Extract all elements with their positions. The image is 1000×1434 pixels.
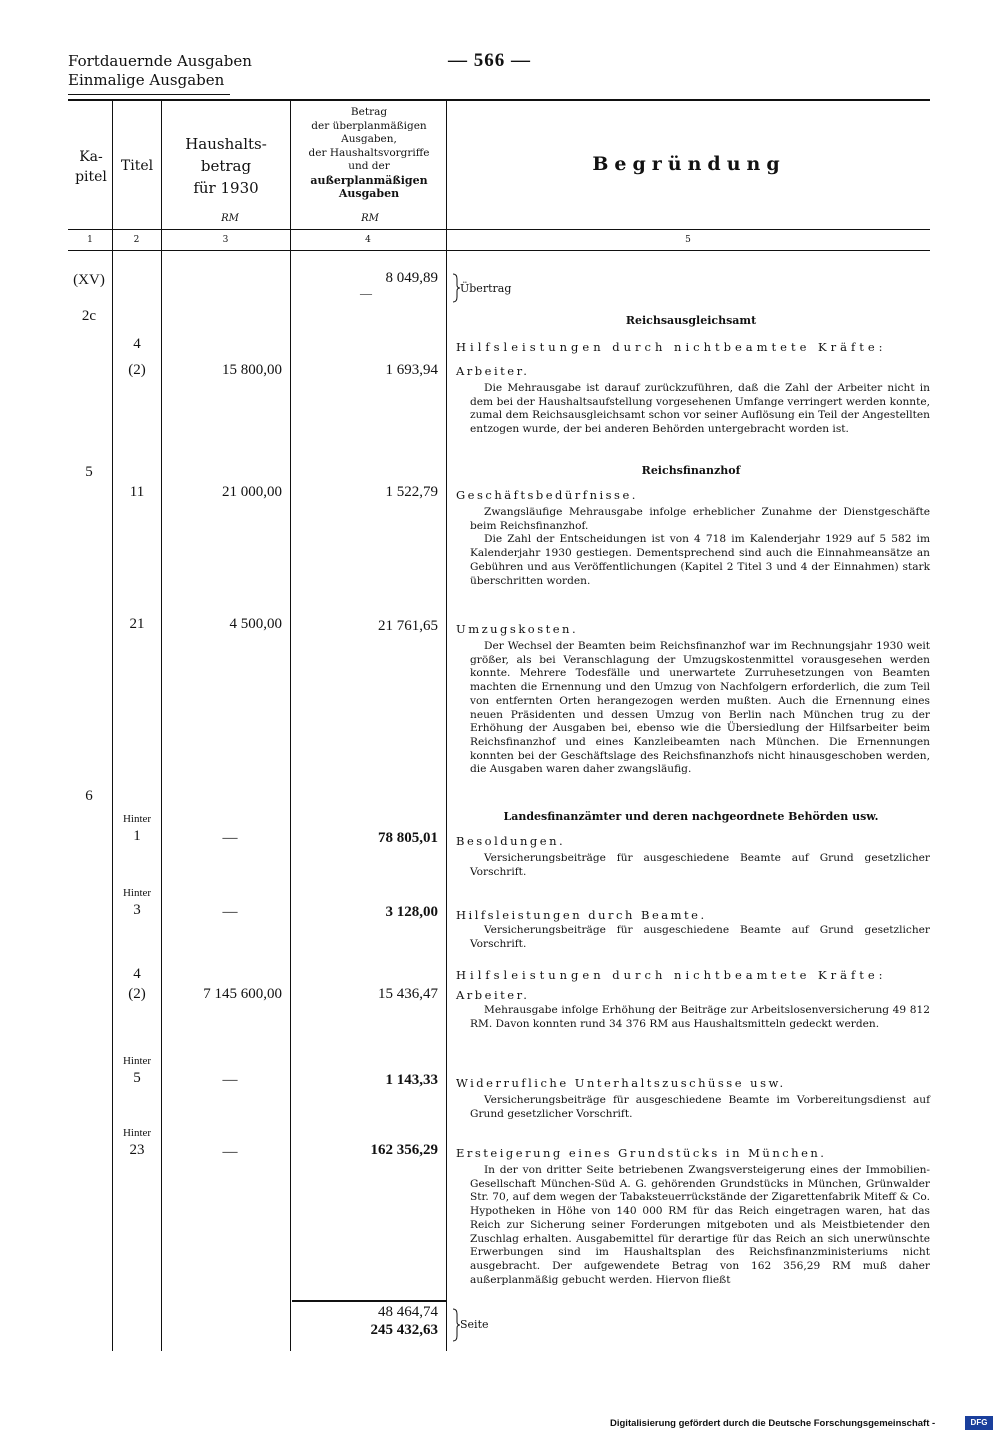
betrag-cell: 3 128,00 bbox=[385, 904, 438, 920]
haushalt-cell: — bbox=[222, 1144, 238, 1160]
col-betrag-line: und der bbox=[348, 160, 390, 172]
titel-cell: 5 bbox=[133, 1070, 141, 1086]
digitization-credit: Digitalisierung gefördert durch die Deutsche Forschungsgemeinschaft - bbox=[610, 1418, 936, 1429]
row-explanation bbox=[470, 852, 930, 879]
row-label: Arbeiter. bbox=[456, 988, 530, 1002]
row-label: Hilfsleistungen durch nichtbeamtete Kräfte: bbox=[456, 968, 887, 982]
col-betrag-line: Betrag bbox=[350, 106, 388, 118]
col-betrag-heading bbox=[292, 106, 446, 201]
col-begruendung-heading: Begründung bbox=[592, 153, 786, 175]
seite-label: Seite bbox=[460, 1318, 489, 1331]
hinter-marker: Hinter bbox=[122, 813, 152, 825]
betrag-cell: 1 522,79 bbox=[385, 484, 438, 500]
col-kapitel-heading: Ka-pitel bbox=[75, 149, 107, 185]
col-haushalt-line: betrag bbox=[200, 157, 252, 175]
titel-cell: 21 bbox=[129, 616, 145, 632]
titel-cell: 1 bbox=[133, 828, 141, 844]
paragraph: Versicherungsbeiträge für ausgeschiedene Beamte auf Grund gesetzlicher Vorschrift. bbox=[470, 924, 930, 950]
unit-label: RM bbox=[361, 213, 379, 224]
col-haushalt-line: für 1930 bbox=[193, 179, 259, 197]
running-head bbox=[68, 52, 252, 90]
haushalt-cell: 4 500,00 bbox=[229, 616, 282, 632]
haushalt-cell: — bbox=[222, 904, 238, 920]
betrag-cell: 162 356,29 bbox=[370, 1142, 438, 1158]
haushalt-cell: — bbox=[222, 1072, 238, 1088]
total-amount: 48 464,74 bbox=[378, 1304, 438, 1320]
paragraph: Die Mehrausgabe ist darauf zurückzuführen, daß die Zahl der Arbeiter nicht in dem bei der Haushaltsaufstellung vorgesehenen Umfange verringert werden konnte, zumal dem Reichsausgleichsamt schon vor seiner Auflösung ein Teil der Angestellten entzogen wurde, der bei anderen Behörden untergebracht worden ist. bbox=[470, 382, 930, 436]
col-betrag-line: Ausgaben, bbox=[341, 133, 397, 145]
row-explanation bbox=[470, 382, 930, 437]
paragraph: In der von dritter Seite betriebenen Zwangsversteigerung eines der Immobilien-Gesellschaft München-Süd A. G. gehörenden Grundstücks in München, Grünwalder Str. 70, auf dem wegen der Tabaksteuerrückstände der Zigarettenfabrik Miteff & Co. Hypotheken in Höhe von 140 000 RM für das Reich eingetragen waren, hat das Reich zur Sicherung seiner Forderungen mitgeboten und als Meistbietender den Zuschlag erhalten. Ausgabemittel für derartige für das Reich an sich unerwünschte Erwerbungen sind im Haushaltsplan des Reichsfinanzministeriums nicht ausgebracht. Der aufgewendete Betrag von 162 356,29 RM muß daher außerplanmäßig gebucht werden. Hiervon fließt bbox=[470, 1164, 930, 1286]
kapitel-cell: 6 bbox=[85, 788, 93, 804]
unit-label: RM bbox=[221, 213, 239, 224]
col-haushalt-heading bbox=[162, 133, 290, 199]
hinter-marker: Hinter bbox=[122, 1127, 152, 1139]
page-number: — 566 — bbox=[448, 50, 531, 71]
row-explanation bbox=[470, 506, 930, 588]
col-betrag-line: Ausgaben bbox=[338, 187, 400, 200]
row-explanation bbox=[470, 1004, 930, 1031]
colnum-rule bbox=[68, 250, 930, 251]
col-betrag-line: außerplanmäßigen bbox=[310, 173, 428, 187]
row-label: Hilfsleistungen durch nichtbeamtete Kräfte: bbox=[456, 340, 887, 354]
kapitel-cell: 2c bbox=[81, 308, 97, 324]
col-number: 2 bbox=[133, 235, 140, 245]
section-heading: Reichsausgleichsamt bbox=[625, 314, 757, 327]
col-betrag-line: der überplanmäßigen bbox=[311, 119, 427, 132]
col-number: 4 bbox=[365, 235, 371, 245]
row-label: Ersteigerung eines Grundstücks in München. bbox=[456, 1146, 827, 1160]
row-label: Besoldungen. bbox=[456, 834, 566, 848]
haushalt-cell: 15 800,00 bbox=[222, 362, 282, 378]
col-divider-3 bbox=[290, 101, 291, 1351]
betrag-cell: 1 143,33 bbox=[385, 1072, 438, 1088]
titel-cell: 11 bbox=[129, 484, 145, 500]
totals-rule bbox=[292, 1300, 446, 1302]
paragraph: Versicherungsbeiträge für ausgeschiedene Beamte auf Grund gesetzlicher Vorschrift. bbox=[470, 852, 930, 878]
brace-glyph bbox=[452, 273, 460, 303]
hinter-marker: Hinter bbox=[122, 1055, 152, 1067]
col-divider-4 bbox=[446, 101, 447, 1351]
dash-cell: — bbox=[360, 286, 372, 300]
col-divider-1 bbox=[112, 101, 113, 1351]
col-number: 3 bbox=[222, 235, 229, 245]
row-label: Arbeiter. bbox=[456, 364, 530, 378]
row-label: Widerrufliche Unterhaltszuschüsse usw. bbox=[456, 1076, 786, 1090]
kapitel-cell: 5 bbox=[85, 464, 93, 480]
uebertrag-label: Übertrag bbox=[460, 282, 512, 295]
col-haushalt-line: Haushalts- bbox=[185, 135, 267, 153]
running-head-line1: Fortdauernde Ausgaben bbox=[68, 52, 252, 70]
hinter-marker: Hinter bbox=[122, 887, 152, 899]
paragraph: Zwangsläufige Mehrausgabe infolge erheblicher Zunahme der Dienstgeschäfte beim Reichsfinanzhof. bbox=[470, 506, 930, 532]
kapitel-cell: (XV) bbox=[73, 272, 105, 288]
row-label: Umzugskosten. bbox=[456, 622, 579, 636]
titel-cell: (2) bbox=[128, 986, 146, 1002]
paragraph: Die Zahl der Entscheidungen ist von 4 718 im Kalenderjahr 1929 auf 5 582 im Kalenderjahr 1930 gestiegen. Dementsprechend sind auch die Einnahmeansätze an Gebühren und aus Veröffentlichungen (Kapitel 2 Titel 3 und 4 der Einnahmen) stark überschritten worden. bbox=[470, 533, 930, 587]
seite-brace bbox=[460, 1318, 489, 1331]
haushalt-cell: 21 000,00 bbox=[222, 484, 282, 500]
uebertrag-brace bbox=[460, 282, 511, 295]
haushalt-cell: 7 145 600,00 bbox=[203, 986, 282, 1002]
col-betrag-line: der Haushaltsvorgriffe bbox=[308, 146, 430, 159]
betrag-cell: 21 761,65 bbox=[378, 618, 438, 634]
titel-cell: 3 bbox=[133, 902, 141, 918]
betrag-cell: 1 693,94 bbox=[385, 362, 438, 378]
row-label: Geschäftsbedürfnisse. bbox=[456, 488, 638, 502]
row-explanation bbox=[470, 924, 930, 951]
titel-cell: 4 bbox=[133, 966, 141, 982]
betrag-cell: 15 436,47 bbox=[378, 986, 438, 1002]
brace-glyph bbox=[452, 1308, 460, 1342]
titel-cell: (2) bbox=[128, 362, 146, 378]
row-explanation bbox=[470, 1164, 930, 1287]
header-underline bbox=[68, 94, 230, 95]
betrag-cell: 8 049,89 bbox=[385, 270, 438, 286]
colhead-rule bbox=[68, 229, 930, 230]
dfg-logo: DFG bbox=[965, 1416, 993, 1430]
betrag-cell: 78 805,01 bbox=[378, 830, 438, 846]
paragraph: Der Wechsel der Beamten beim Reichsfinanzhof war im Rechnungsjahr 1930 weit größer, als bei Veranschlagung der Umzugskostenmittel vorausgesehen werden konnte. Mehrere Todesfälle und unerwartete Zurruhesetzungen von Beamten machten die Ernennung und den Umzug von Nachfolgern erforderlich, die zum Teil von entfernten Orten herangezogen werden mußten. Auch die Ernennung eines neuen Präsidenten und dessen Umzug von Berlin nach München trug zu der Erhöhung der Ausgaben bei, ebenso wie die Übersiedlung der Hilfsarbeiter beim Reichsfinanzhof und eines Kanzleibeamten nach München. Die Ernennungen konnten bei der Geschäftslage des Reichsfinanzhofs nicht hinausgeschoben werden, die Ausgaben waren daher zwangsläufig. bbox=[470, 640, 930, 776]
row-explanation bbox=[470, 640, 930, 777]
titel-cell: 4 bbox=[133, 336, 141, 352]
paragraph: Mehrausgabe infolge Erhöhung der Beiträge zur Arbeitslosenversicherung 49 812 RM. Davon konnten rund 34 376 RM aus Haushaltsmitteln gedeckt werden. bbox=[470, 1004, 930, 1030]
col-number: 1 bbox=[87, 235, 93, 245]
paragraph: Versicherungsbeiträge für ausgeschiedene Beamte im Vorbereitungsdienst auf Grund gesetzlicher Vorschrift. bbox=[470, 1094, 930, 1120]
total-amount: 245 432,63 bbox=[370, 1322, 438, 1338]
haushalt-cell: — bbox=[222, 830, 238, 846]
table-top-rule bbox=[68, 99, 930, 101]
col-divider-2 bbox=[161, 101, 162, 1351]
col-titel-heading: Titel bbox=[120, 158, 154, 174]
titel-cell: 23 bbox=[129, 1142, 145, 1158]
col-number: 5 bbox=[685, 235, 691, 245]
running-head-line2: Einmalige Ausgaben bbox=[68, 71, 225, 89]
section-heading: Reichsfinanzhof bbox=[641, 464, 741, 477]
section-heading: Landesfinanzämter und deren nachgeordnete Behörden usw. bbox=[503, 810, 879, 823]
row-label: Hilfsleistungen durch Beamte. bbox=[456, 908, 707, 922]
row-explanation bbox=[470, 1094, 930, 1121]
